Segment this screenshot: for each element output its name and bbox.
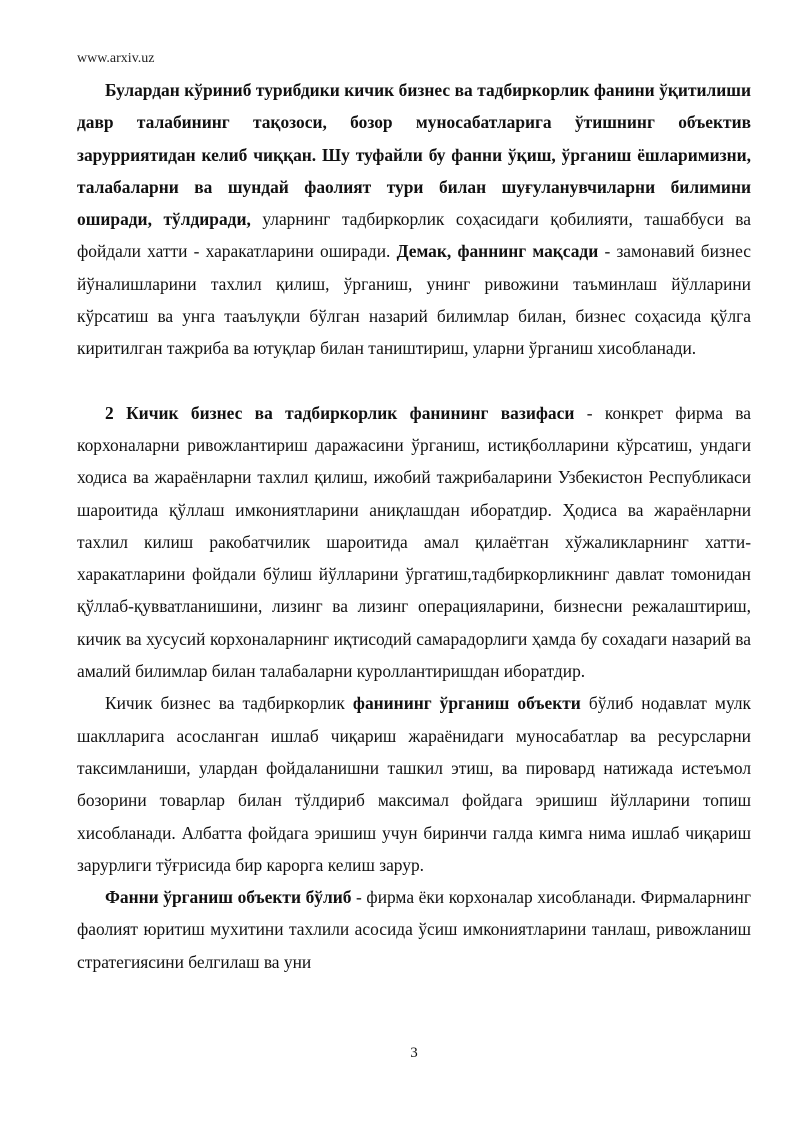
site-header: www.arxiv.uz xyxy=(77,51,155,66)
paragraph-goals xyxy=(77,74,751,365)
paragraph-text: - замонавий бизнес йўналишларини тахлил қилиш, ўрганиш, унинг ривожини таъминлаш йўлларини кўрсатиш ва унга тааълуқли бўлган назарий билимлар билан, бизнес соҳасида қўлга киритилган тажриба ва ютуқлар билан таништириш, уларни ўрганиш хисобланади. xyxy=(77,241,751,359)
paragraph-text: уларнинг тадбиркорлик соҳасидаги қобилияти, ташаббуси ва фойдали хатти - харакатларини оширади. xyxy=(77,209,751,262)
paragraph-text: - фирма ёки корхоналар хисобланади. Фирмаларнинг фаолият юритиш мухитини тахлили асосида ўсиш имкониятларини танлаш, ривожланиш стратегиясини белгилаш ва уни xyxy=(77,887,751,972)
section-heading-tasks: 2 Кичик бизнес ва тадбиркорлик фанининг вазифаси xyxy=(105,402,575,423)
paragraph-text: Кичик бизнес ва тадбиркорлик xyxy=(105,693,353,714)
paragraph-tasks xyxy=(77,397,751,688)
paragraph-text: - конкрет фирма ва корхоналарни ривожлантириш даражасини ўрганиш, истиқболларини кўрсатиш, ундаги ходиса ва жараёнларни тахлил қилиш, ижобий тажрибаларини Узбекистон Республикаси шароитида қўллаш имкониятларини аниқлашдан иборатдир. Ҳодиса ва жараёнларни тахлил килиш ракобатчилик шароитида амал қилаётган хўжаликларнинг хатти-харакатларини фойдали бўлиш йўлларини ўргатиш,тадбиркорликнинг давлат томонидан қўллаб-қувватланишини, лизинг ва лизинг операцияларини, бизнесни режалаштириш, кичик ва хусусий корхоналарнинг иқтисодий самарадорлиги ҳамда бу сохадаги назарий ва амалий билимлар билан талабаларни куроллантиришдан иборатдир. xyxy=(77,402,751,682)
bold-object-firms: Фанни ўрганиш объекти бўлиб xyxy=(105,887,352,908)
paragraph-text: бўлиб нодавлат мулк шаклларига асосланган ишлаб чиқариш жараёнидаги муносабатлар ва ресурсларни таксимланиши, улардан фойдаланишни ташкил этиш, ва пировард натижада истеъмол бозорини товарлар билан тўлдириб максимал фойдага эришиш йўлларини топиш хисобланади. Албатта фойдага эришиш учун биринчи галда кимга нима ишлаб чиқариш зарурлиги тўғрисида бир карорга келиш зарур. xyxy=(77,693,751,875)
bold-intro: Булардан кўриниб турибдики кичик бизнес ва тадбиркорлик фанини ўқитилиши давр талабининг тақозоси, бозор муносабатларига ўтишнинг объектив зарурриятидан келиб чиққан. Шу туфайли бу фанни ўқиш, ўрганиш ёшларимизни, талабаларни ва шундай фаолият тури билан шуғуланувчиларни билимини оширади, тўлдиради, xyxy=(77,80,751,230)
bold-study-object: фанининг ўрганиш объекти xyxy=(352,693,581,714)
page-number: 3 xyxy=(410,1045,418,1061)
paragraph-object-firms xyxy=(77,881,751,978)
paragraph-study-object xyxy=(77,687,751,881)
document-body xyxy=(77,74,751,978)
bold-goal-label: Демак, фаннинг мақсади xyxy=(396,241,599,262)
